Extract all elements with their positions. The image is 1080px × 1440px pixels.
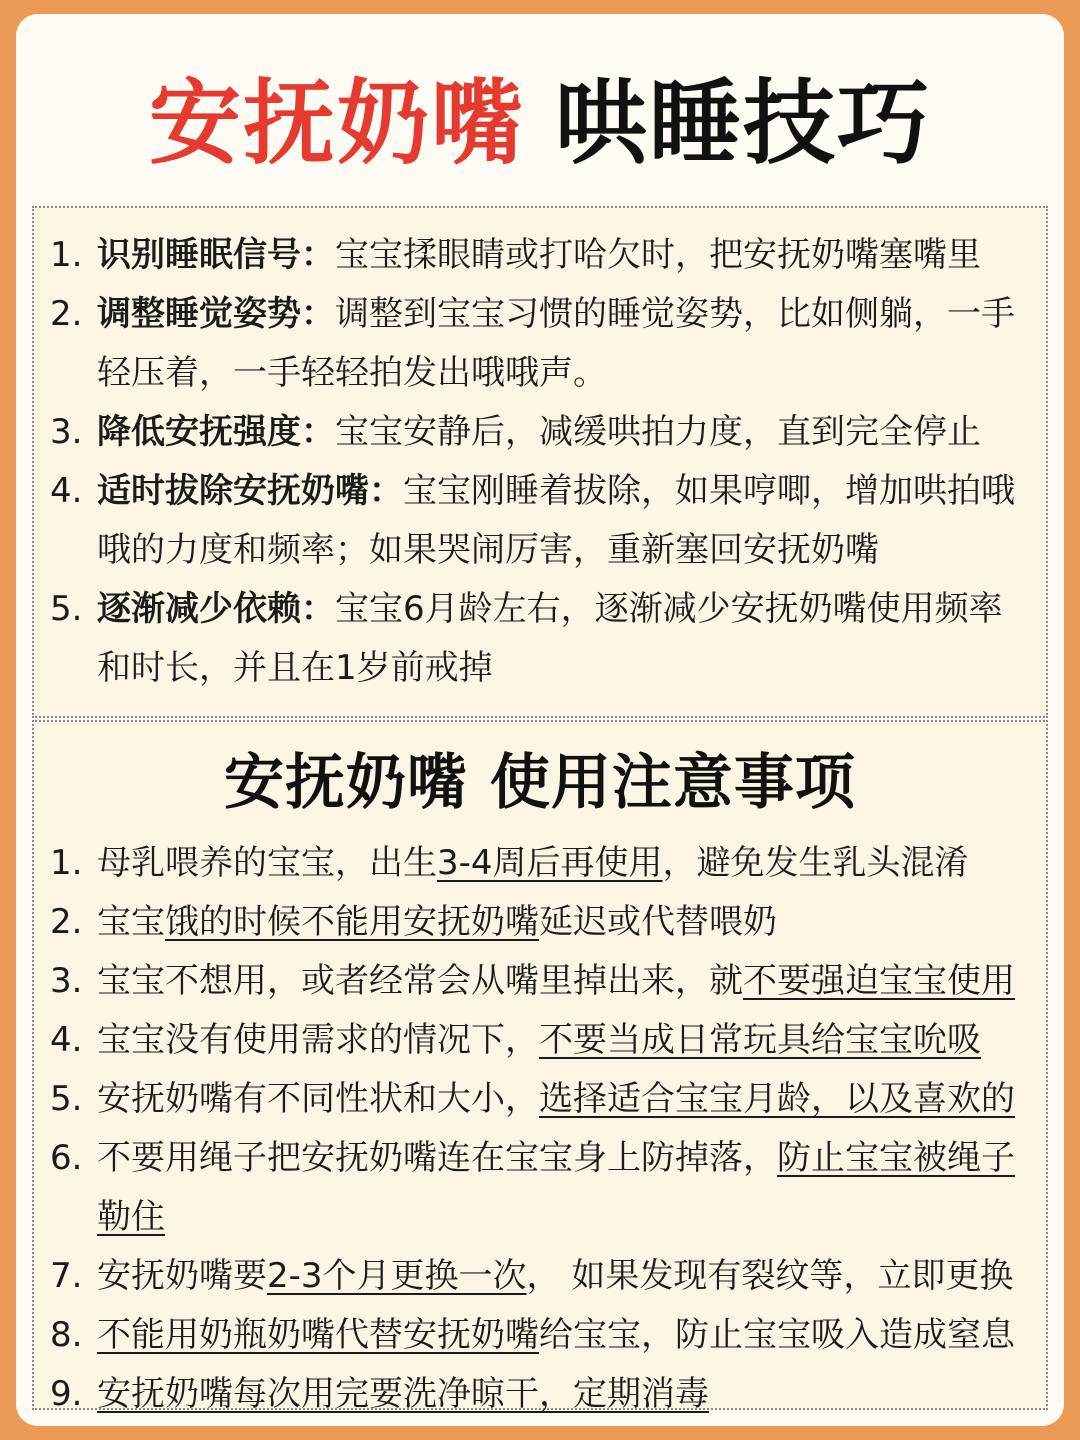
tip-heading: 逐渐减少依赖 (97, 589, 301, 629)
note-number: 3. (50, 961, 83, 1001)
title-red-part: 安抚奶嘴 (148, 70, 525, 177)
tip-heading: 适时拔除安抚奶嘴 (97, 471, 369, 511)
note-text: 宝宝 (97, 902, 165, 942)
note-underlined-text: 2-3个月更换一次 (267, 1256, 527, 1296)
tip-number: 2. (50, 294, 83, 334)
tip-item (50, 580, 1036, 698)
note-item (50, 893, 1036, 952)
note-text: 宝宝不想用，或者经常会从嘴里掉出来，就 (97, 961, 743, 1001)
note-number: 7. (50, 1256, 83, 1296)
tip-item (50, 462, 1036, 580)
note-item (50, 952, 1036, 1011)
note-underlined-text: 防止宝宝被绳子勒住 (97, 1138, 1015, 1237)
tip-text: 宝宝6月龄左右，逐渐减少安抚奶嘴使用频率和时长，并且在1岁前戒掉 (97, 589, 1003, 688)
page-title (16, 64, 1064, 184)
note-underlined-text: 不能用奶瓶奶嘴代替安抚奶嘴 (97, 1315, 539, 1355)
note-item (50, 1129, 1036, 1247)
note-text: 给宝宝，防止宝宝吸入造成窒息 (539, 1315, 1015, 1355)
tips-panel (32, 206, 1048, 718)
note-number: 4. (50, 1020, 83, 1060)
tip-number: 3. (50, 412, 83, 452)
notes-list (50, 834, 1036, 1424)
tip-colon: ： (301, 412, 335, 452)
note-text: ， 如果发现有裂纹等，立即更换 (526, 1256, 1014, 1296)
tip-colon: ： (301, 294, 335, 334)
note-number: 5. (50, 1079, 83, 1119)
tip-text: 宝宝刚睡着拔除，如果哼唧，增加哄拍哦哦的力度和频率；如果哭闹厉害，重新塞回安抚奶嘴 (97, 471, 1015, 570)
notes-title: 安抚奶嘴 使用注意事项 (224, 748, 856, 818)
note-text: 不要用绳子把安抚奶嘴连在宝宝身上防掉落， (97, 1138, 777, 1178)
tip-text: 宝宝揉眼睛或打哈欠时，把安抚奶嘴塞嘴里 (335, 235, 981, 275)
title-black-part: 哄睡技巧 (555, 70, 932, 177)
tip-number: 1. (50, 235, 83, 275)
note-number: 2. (50, 902, 83, 942)
tip-colon: ： (369, 471, 403, 511)
poster-card (16, 14, 1064, 1426)
note-text: 延迟或代替喂奶 (539, 902, 777, 942)
note-number: 8. (50, 1315, 83, 1355)
note-underlined-text: 饿的时候不能用安抚奶嘴 (165, 902, 539, 942)
note-item (50, 1247, 1036, 1306)
notes-panel (32, 720, 1048, 1414)
note-text: 母乳喂养的宝宝，出生 (97, 843, 437, 883)
tip-item (50, 403, 1036, 462)
tip-item (50, 285, 1036, 403)
note-number: 9. (50, 1374, 83, 1414)
note-underlined-text: 不要强迫宝宝使用 (743, 961, 1015, 1001)
note-text: 宝宝没有使用需求的情况下， (97, 1020, 539, 1060)
note-item (50, 834, 1036, 893)
note-text: ，避免发生乳头混淆 (662, 843, 969, 883)
tip-colon: ： (301, 589, 335, 629)
note-item (50, 1070, 1036, 1129)
note-item (50, 1306, 1036, 1365)
tip-number: 5. (50, 589, 83, 629)
note-text: 安抚奶嘴有不同性状和大小， (97, 1079, 539, 1119)
tip-heading: 降低安抚强度 (97, 412, 301, 452)
note-item (50, 1365, 1036, 1424)
tip-colon: ： (301, 235, 335, 275)
tips-list (50, 226, 1036, 698)
note-number: 1. (50, 843, 83, 883)
tip-number: 4. (50, 471, 83, 511)
note-underlined-text: 选择适合宝宝月龄，以及喜欢的 (539, 1079, 1015, 1119)
note-underlined-text: 不要当成日常玩具给宝宝吮吸 (539, 1020, 981, 1060)
note-text: 安抚奶嘴要 (97, 1256, 267, 1296)
note-number: 6. (50, 1138, 83, 1178)
tip-heading: 识别睡眠信号 (97, 235, 301, 275)
note-underlined-text: 3-4周后再使用 (437, 843, 663, 883)
tip-item (50, 226, 1036, 285)
tip-heading: 调整睡觉姿势 (97, 294, 301, 334)
tip-text: 调整到宝宝习惯的睡觉姿势，比如侧躺，一手轻压着，一手轻轻拍发出哦哦声。 (97, 294, 1015, 393)
note-underlined-text: 安抚奶嘴每次用完要洗净晾干，定期消毒 (97, 1374, 709, 1414)
tip-text: 宝宝安静后，减缓哄拍力度，直到完全停止 (335, 412, 981, 452)
note-item (50, 1011, 1036, 1070)
